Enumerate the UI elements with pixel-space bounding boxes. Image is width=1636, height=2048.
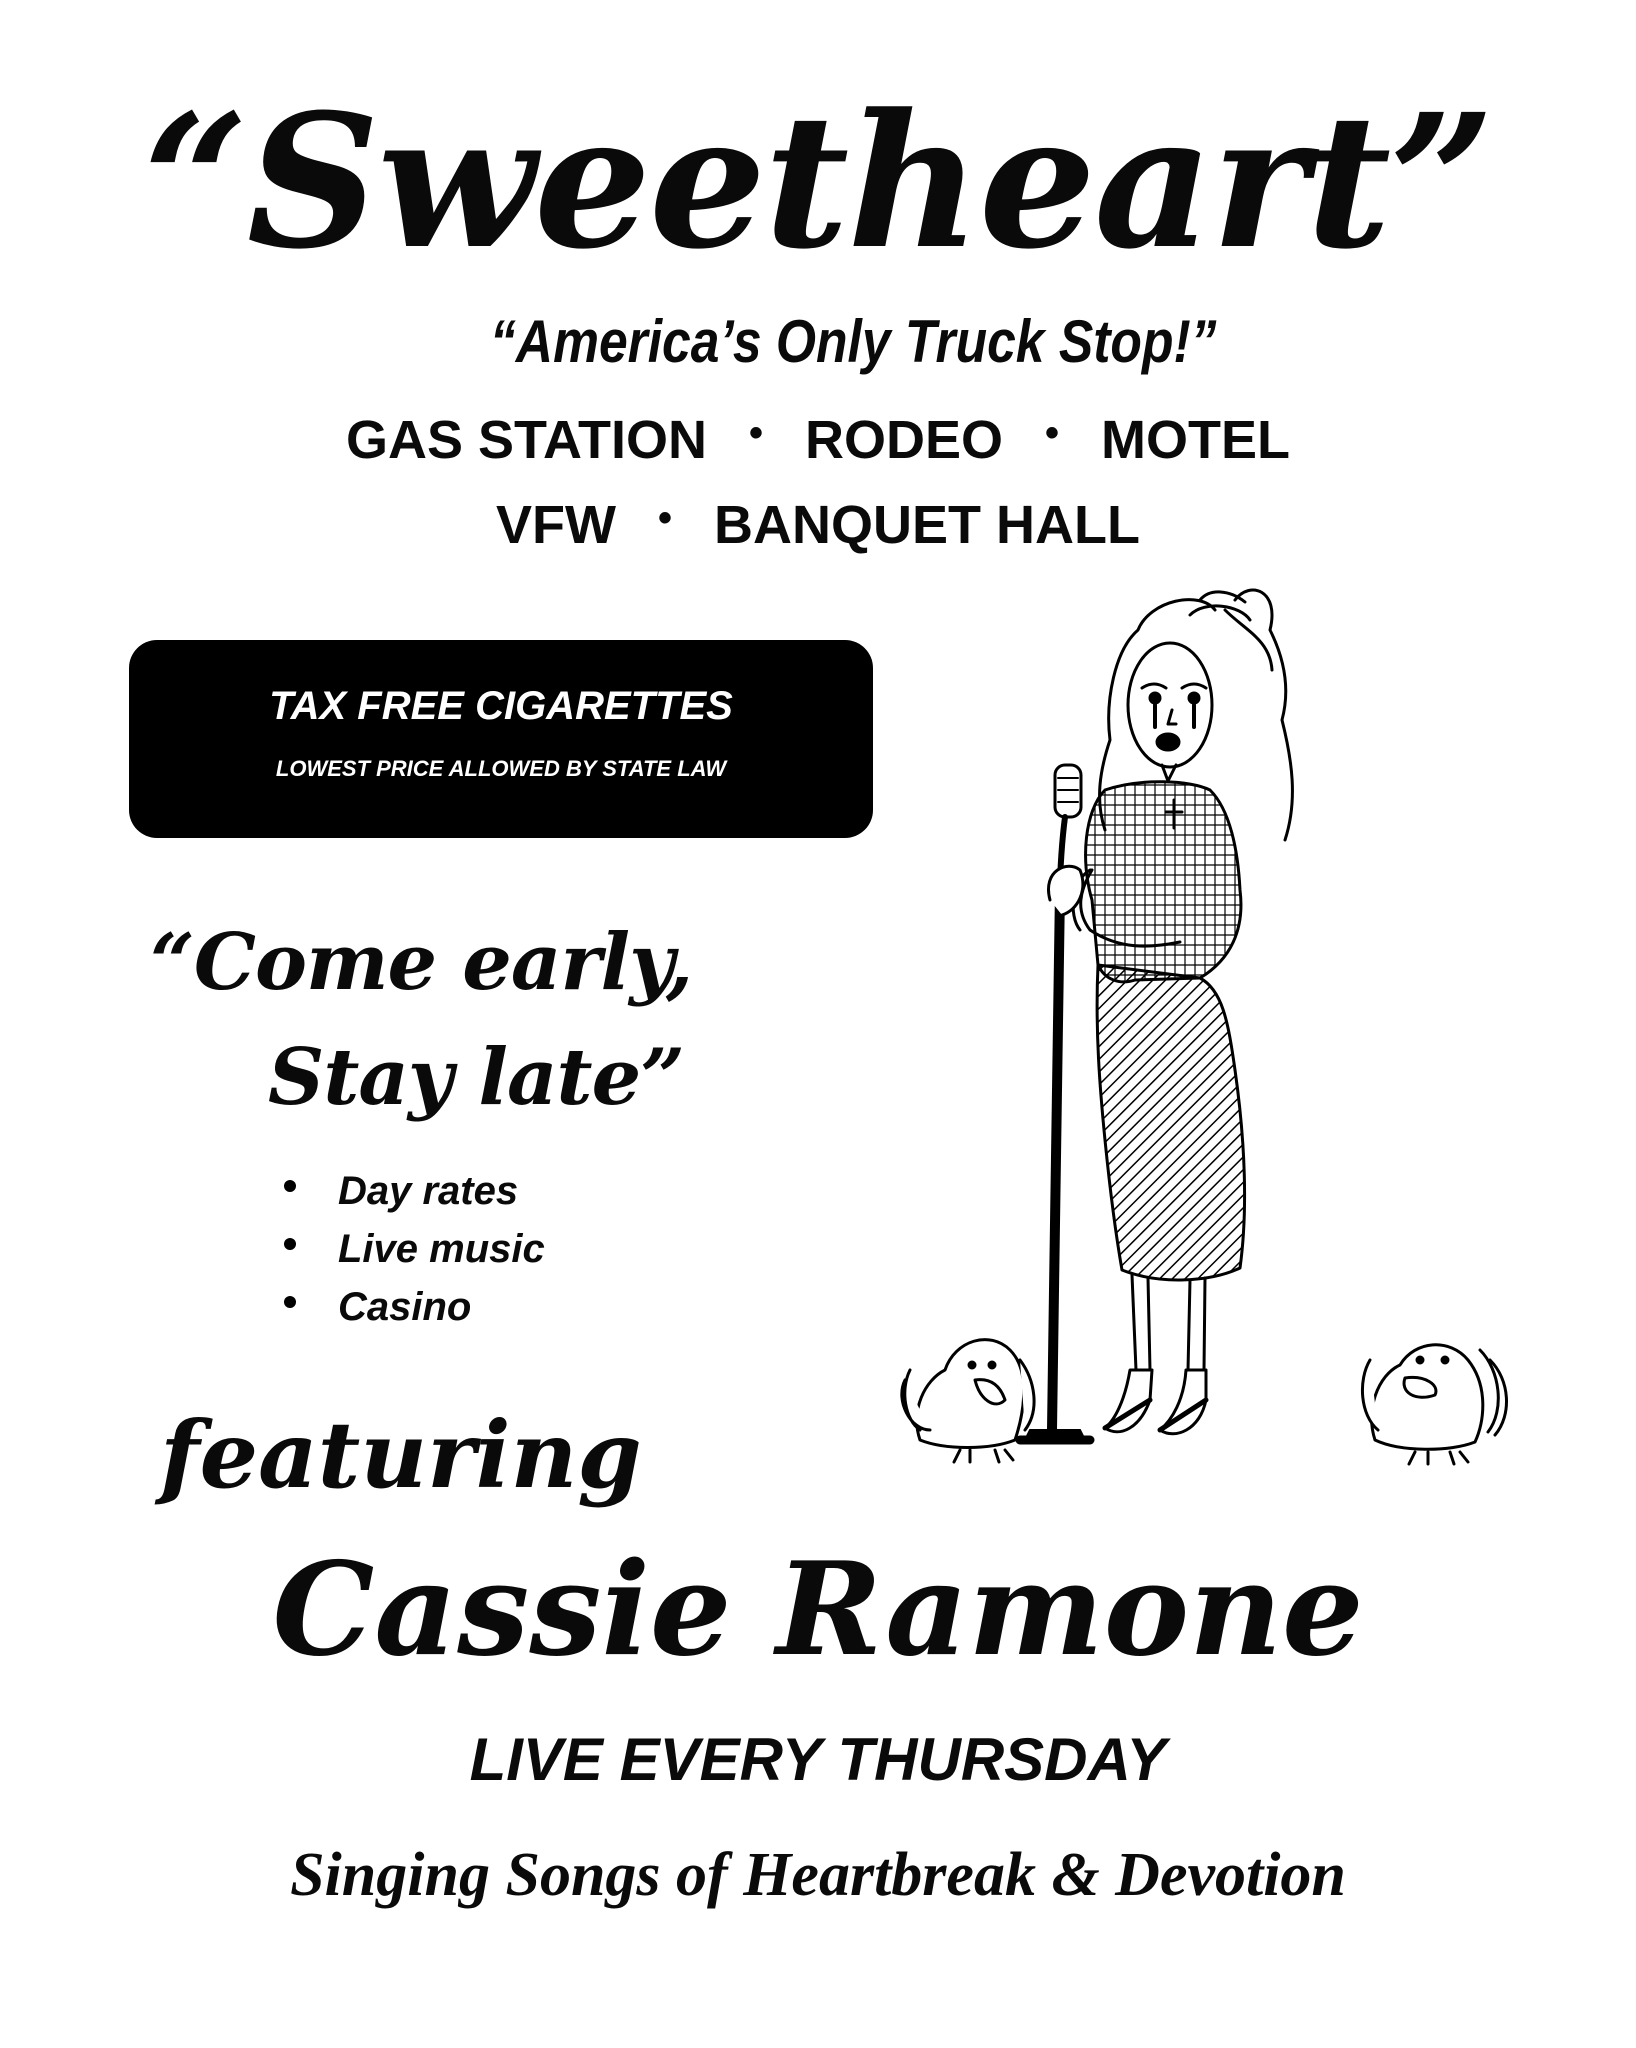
amenity-label: Live music xyxy=(338,1227,545,1271)
bullet-icon xyxy=(284,1296,296,1308)
venue-tagline: “America’s Only Truck Stop!” xyxy=(490,308,1217,375)
separator-dot: • xyxy=(748,411,763,455)
amenity-label: Casino xyxy=(338,1285,472,1329)
service-gas-station: GAS STATION xyxy=(345,410,707,470)
services-row-1 xyxy=(0,405,1636,480)
bird-icon-right xyxy=(1362,1345,1506,1464)
amenities-list xyxy=(284,1162,545,1336)
amenity-label: Day rates xyxy=(338,1169,519,1213)
performer-name: Cassie Ramone xyxy=(272,1535,1364,1685)
service-banquet-hall: BANQUET HALL xyxy=(714,495,1140,555)
slogan-line-2: Stay late” xyxy=(268,1032,685,1123)
bullet-icon xyxy=(284,1180,296,1192)
list-item xyxy=(284,1162,545,1220)
services-row-2 xyxy=(0,490,1636,565)
service-rodeo: RODEO xyxy=(804,410,1004,470)
service-vfw: VFW xyxy=(496,495,616,555)
venue-title: “Sweetheart” xyxy=(142,74,1494,290)
promo-title: TAX FREE CIGARETTES xyxy=(269,684,733,728)
microphone-stand xyxy=(1020,765,1090,1442)
schedule-text: LIVE EVERY THURSDAY xyxy=(469,1726,1167,1793)
singer-figure xyxy=(1073,590,1292,1434)
promo-box xyxy=(129,640,873,838)
bird-icon-left xyxy=(902,1340,1034,1462)
separator-dot: • xyxy=(658,496,673,540)
separator-dot: • xyxy=(1045,411,1060,455)
performance-description: Singing Songs of Heartbreak & Devotion xyxy=(290,1841,1346,1909)
promo-subtitle: LOWEST PRICE ALLOWED BY STATE LAW xyxy=(275,756,727,781)
service-motel: MOTEL xyxy=(1101,410,1291,470)
list-item xyxy=(284,1278,545,1336)
list-item xyxy=(284,1220,545,1278)
singer-illustration xyxy=(900,570,1540,1500)
featuring-label: featuring xyxy=(160,1401,642,1509)
slogan-line-1: “Come early, xyxy=(150,917,693,1008)
bullet-icon xyxy=(284,1238,296,1250)
